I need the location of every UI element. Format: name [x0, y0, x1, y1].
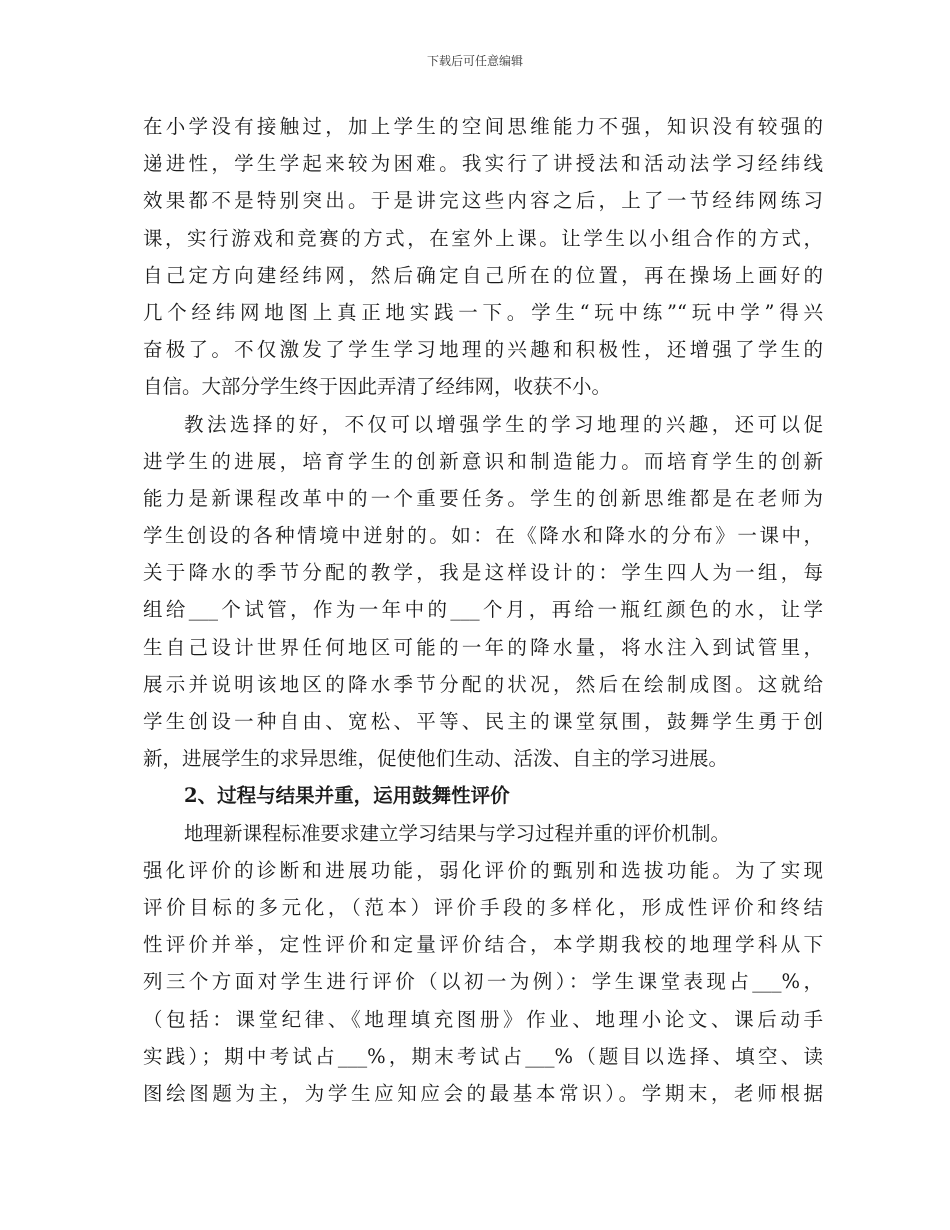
text-line: 效果都不是特别突出。于是讲完这些内容之后，上了一节经纬网练习 [143, 189, 823, 213]
text-line: 教法选择的好，不仅可以增强学生的学习地理的兴趣，还可以促 [184, 412, 823, 436]
text-line: 课，实行游戏和竞赛的方式，在室外上课。让学生以小组合作的方式， [143, 226, 823, 250]
text-line: 能力是新课程改革中的一个重要任务。学生的创新思维都是在老师为 [143, 486, 823, 510]
document-body [143, 108, 823, 1112]
text-line: 学生创设一种自由、宽松、平等、民主的课堂氛围，鼓舞学生勇于创 [143, 710, 823, 733]
text-line: 自信。大部分学生终于因此弄清了经纬网，收获不小。 [143, 375, 612, 399]
text-line: 实践）；期中考试占___%，期末考试占___%（题目以选择、填空、读 [143, 1044, 823, 1068]
text-line: 性评价并举，定性评价和定量评价结合，本学期我校的地理学科从下 [143, 933, 823, 957]
text-line: 组给___个试管，作为一年中的___个月，再给一瓶红颜色的水，让学 [143, 598, 823, 622]
text-line: 几个经纬网地图上真正地实践一下。学生“玩中练”“玩中学”得兴 [143, 300, 823, 324]
text-line: 学生创设的各种情境中迸射的。如：在《降水和降水的分布》一课中， [143, 524, 823, 548]
text-line: （包括：课堂纪律、《地理填充图册》作业、地理小论文、课后动手 [143, 1007, 823, 1031]
text-line: 递进性，学生学起来较为困难。我实行了讲授法和活动法学习经纬线 [143, 152, 823, 176]
text-line: 新，进展学生的求异思维，促使他们生动、活泼、自主的学习进展。 [143, 747, 729, 771]
text-line: 奋极了。不仅激发了学生学习地理的兴趣和积极性，还增强了学生的 [143, 338, 823, 362]
text-line: 图绘图题为主，为学生应知应会的最基本常识）。学期末，老师根据 [143, 1081, 823, 1105]
text-line: 自己定方向建经纬网，然后确定自己所在的位置，再在操场上画好的 [143, 263, 823, 287]
text-line: 列三个方面对学生进行评价（以初一为例）：学生课堂表现占___%， [143, 970, 823, 994]
text-line: 进学生的进展，培育学生的创新意识和制造能力。而培育学生的创新 [143, 449, 823, 473]
text-line: 在小学没有接触过，加上学生的空间思维能力不强，知识没有较强的 [143, 115, 823, 138]
text-line: 关于降水的季节分配的教学，我是这样设计的：学生四人为一组，每 [143, 561, 823, 585]
text-line: 评价目标的多元化，（范本）评价手段的多样化，形成性评价和终结 [143, 895, 823, 919]
section-heading: 2、过程与结果并重，运用鼓舞性评价 [184, 784, 510, 808]
text-line: 生自己设计世界任何地区可能的一年的降水量，将水注入到试管里， [143, 635, 823, 659]
text-line: 展示并说明该地区的降水季节分配的状况，然后在绘制成图。这就给 [143, 672, 823, 696]
text-line: 强化评价的诊断和进展功能，弱化评价的甄别和选拔功能。为了实现 [143, 858, 823, 882]
page-header: 下载后可任意编辑 [426, 54, 523, 68]
text-line: 地理新课程标准要求建立学习结果与学习过程并重的评价机制。 [184, 821, 731, 845]
